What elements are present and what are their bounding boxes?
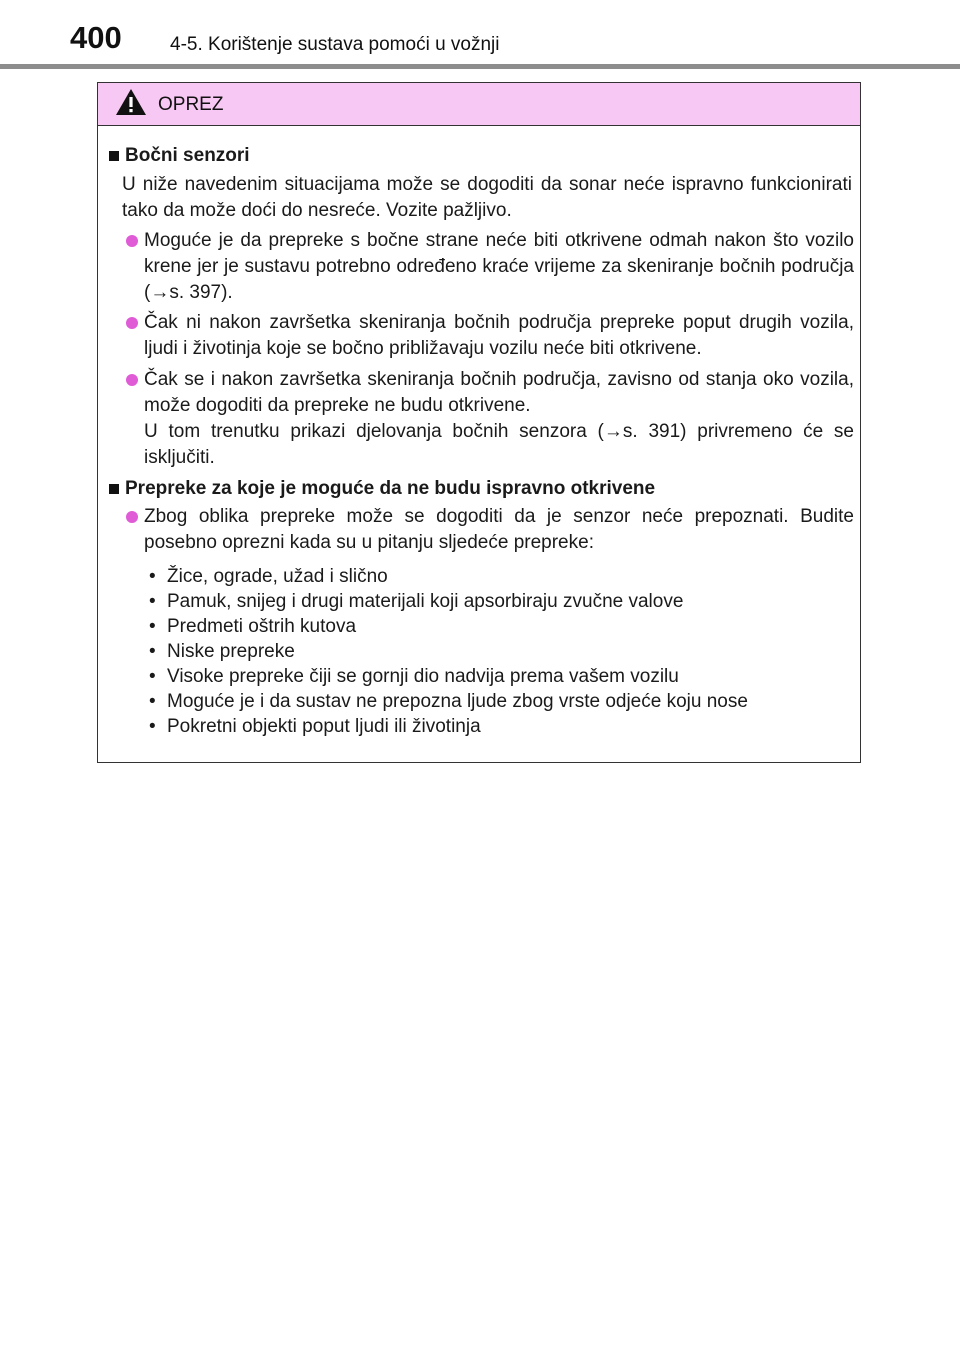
point-text: Čak ni nakon završetka skeniranja bočnih područja prepreke poput drugih vozila, ljudi i životinja koje se bočno približavaju vozilu neće biti otkrivene. (144, 312, 854, 359)
list-item (149, 689, 849, 714)
bullet-text: Pokretni objekti poput ljudi ili životinja (167, 716, 481, 737)
list-item-continuation: U tom trenutku prikazi djelovanja bočnih senzora (→s. 391) privremeno će se isključiti. (144, 421, 854, 468)
list-item (149, 589, 849, 614)
section-heading-text: Prepreke za koje je moguće da ne budu ispravno otkrivene (125, 478, 656, 499)
bullet-text: Predmeti oštrih kutova (167, 616, 357, 637)
round-bullet-icon (126, 374, 138, 386)
section-heading-side-sensors (125, 143, 250, 169)
bullet-dot: • (149, 716, 156, 737)
list-item (149, 639, 849, 664)
bullet-dot: • (149, 566, 156, 587)
page-header (0, 0, 960, 55)
section-heading-undetected-obstacles (125, 476, 655, 502)
warning-triangle-icon (115, 88, 147, 116)
list-item (144, 228, 854, 306)
section-intro: U niže navedenim situacijama može se dogoditi da sonar neće ispravno funkcionirati tako da može doći do nesreće. Vozite pažljivo. (122, 174, 852, 221)
bullet-text: Niske prepreke (167, 641, 295, 662)
bullet-dot: • (149, 666, 156, 687)
caution-title: OPREZ (158, 94, 224, 115)
list-item (149, 564, 849, 589)
section-title: 4-5. Korištenje sustava pomoći u vožnji (170, 34, 500, 55)
round-bullet-icon (126, 511, 138, 523)
bullet-dot: • (149, 641, 156, 662)
point-text: Moguće je da prepreke s bočne strane neće biti otkrivene odmah nakon što vozilo krene jer je sustavu potrebno određeno kraće vrijeme za skeniranje bočnih područja (→s. 397). (144, 230, 854, 303)
page-number: 400 (70, 20, 122, 55)
list-item (149, 664, 849, 689)
square-bullet-icon (109, 151, 119, 161)
caution-header (98, 83, 860, 126)
obstacle-list (149, 564, 849, 739)
bullet-dot: • (149, 591, 156, 612)
round-bullet-icon (126, 317, 138, 329)
bullet-text: Moguće je i da sustav ne prepozna ljude zbog vrste odjeće koju nose (167, 691, 748, 712)
bullet-dot: • (149, 691, 156, 712)
caution-box (97, 82, 861, 763)
list-item (144, 367, 854, 419)
point-text: Čak se i nakon završetka skeniranja bočnih područja, zavisno od stanja oko vozila, može dogoditi da prepreke ne budu otkrivene. (144, 369, 854, 416)
bullet-text: Visoke prepreke čiji se gornji dio nadvija prema vašem vozilu (167, 666, 679, 687)
list-item (149, 714, 849, 739)
point-text: Zbog oblika prepreke može se dogoditi da je senzor neće prepoznati. Budite posebno oprezni kada su u pitanju sljedeće prepreke: (144, 506, 854, 553)
section-heading-text: Bočni senzori (125, 145, 250, 166)
round-bullet-icon (126, 235, 138, 247)
list-item (144, 310, 854, 362)
bullet-text: Žice, ograde, užad i slično (167, 566, 388, 587)
square-bullet-icon (109, 484, 119, 494)
header-rule (0, 64, 960, 69)
bullet-text: Pamuk, snijeg i drugi materijali koji apsorbiraju zvučne valove (167, 591, 684, 612)
bullet-dot: • (149, 616, 156, 637)
list-item (149, 614, 849, 639)
list-item (144, 504, 854, 556)
